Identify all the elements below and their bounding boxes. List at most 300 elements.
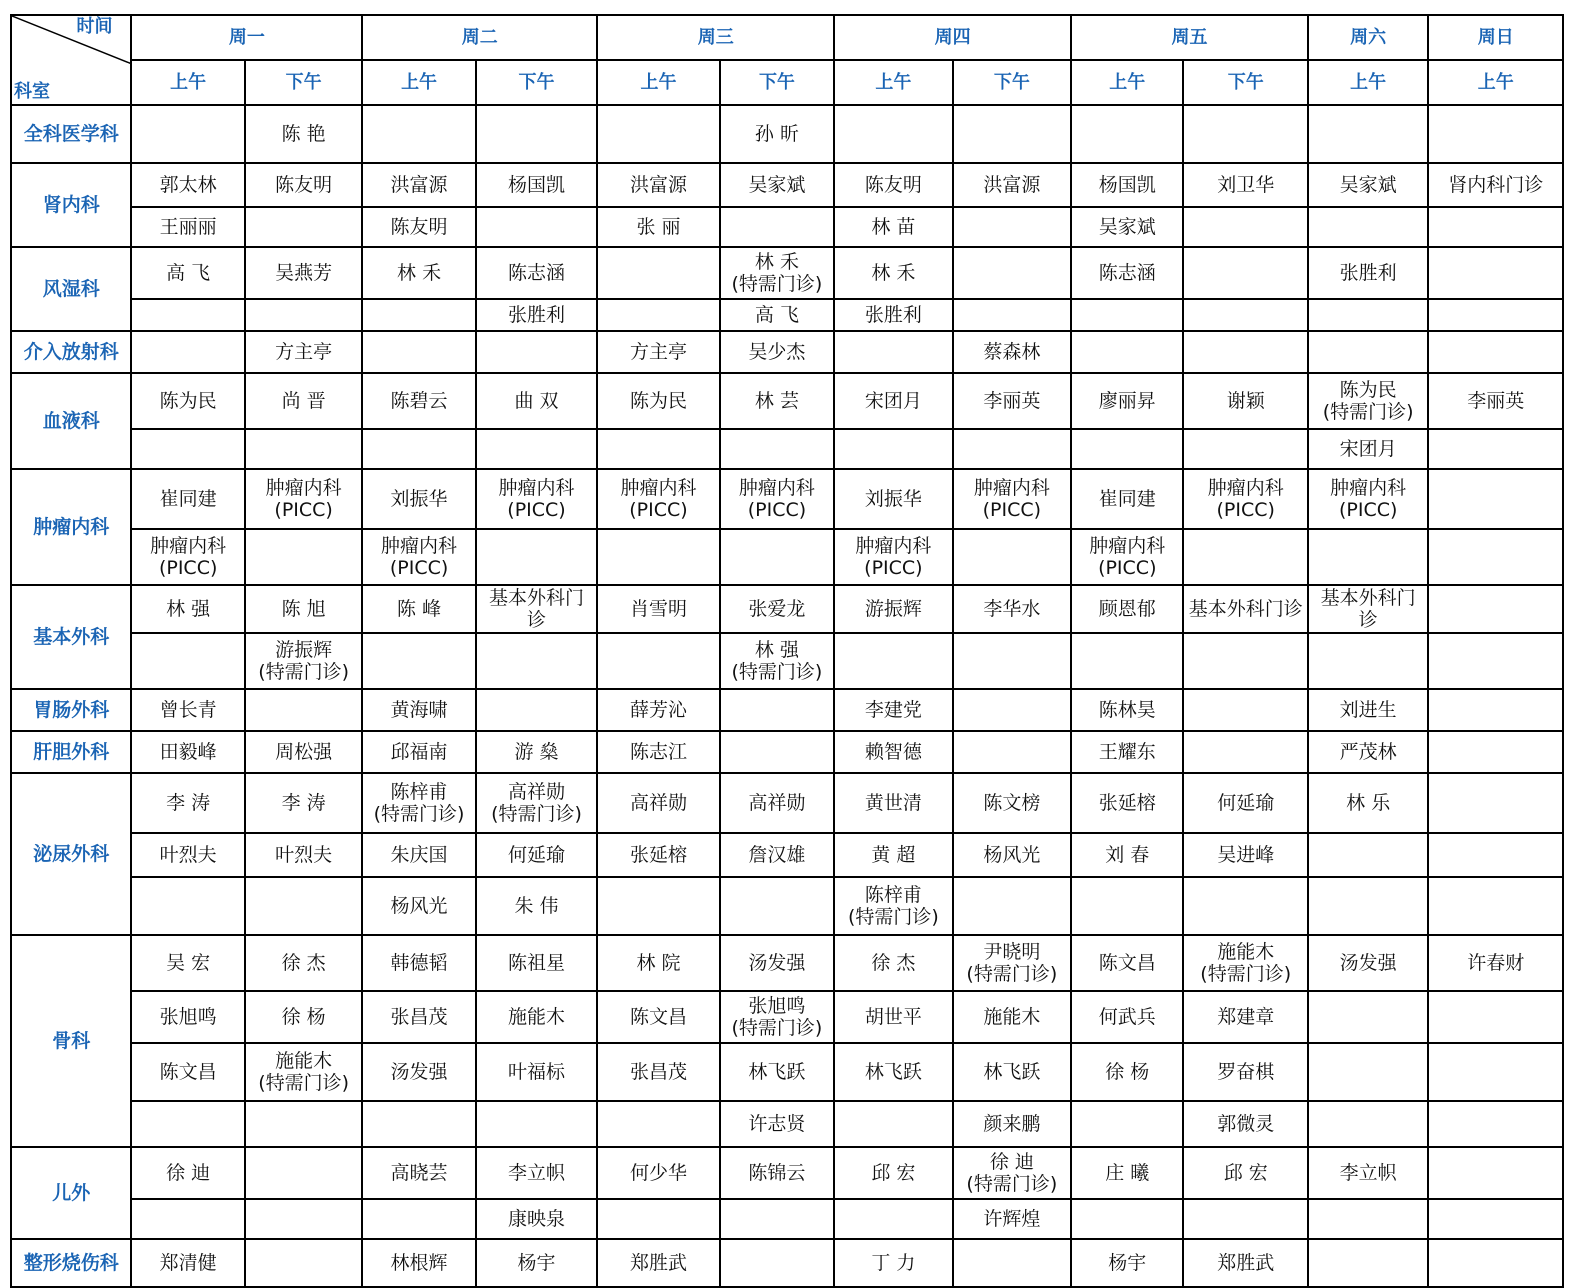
doctor-cell: 郑建章 (1183, 991, 1307, 1043)
doctor-cell: 谢颖 (1183, 373, 1307, 429)
doctor-cell (1428, 689, 1563, 731)
doctor-cell: 吴进峰 (1183, 833, 1307, 877)
doctor-cell (953, 731, 1071, 773)
doctor-cell (131, 877, 244, 935)
schedule-row (11, 833, 1563, 877)
doctor-cell: 肿瘤内科 (PICC) (1308, 469, 1428, 529)
doctor-cell (597, 429, 719, 469)
doctor-cell (245, 1199, 362, 1239)
doctor-cell (131, 331, 244, 373)
doctor-cell (1428, 731, 1563, 773)
doctor-cell: 郭太林 (131, 163, 244, 207)
day-header: 周二 (362, 15, 597, 60)
doctor-cell: 蔡森林 (953, 331, 1071, 373)
doctor-cell: 吴 宏 (131, 935, 244, 991)
doctor-cell: 杨风光 (362, 877, 475, 935)
doctor-cell (834, 633, 952, 689)
doctor-cell: 方主亭 (597, 331, 719, 373)
doctor-cell (245, 1239, 362, 1287)
doctor-cell (1428, 633, 1563, 689)
doctor-cell: 林 强 (特需门诊) (720, 633, 834, 689)
doctor-cell (1428, 331, 1563, 373)
doctor-cell: 高祥勋 (597, 773, 719, 833)
doctor-cell (953, 877, 1071, 935)
doctor-cell (1183, 429, 1307, 469)
schedule-row (11, 429, 1563, 469)
doctor-cell (597, 1199, 719, 1239)
day-header: 周五 (1071, 15, 1308, 60)
doctor-cell: 陈文榜 (953, 773, 1071, 833)
doctor-cell (1183, 207, 1307, 247)
doctor-cell: 宋团月 (834, 373, 952, 429)
schedule-row (11, 1199, 1563, 1239)
doctor-cell: 廖丽昇 (1071, 373, 1183, 429)
schedule-row (11, 1239, 1563, 1287)
doctor-cell: 郑胜武 (597, 1239, 719, 1287)
doctor-cell: 杨宇 (1071, 1239, 1183, 1287)
doctor-cell: 高 飞 (131, 247, 244, 299)
doctor-cell (1071, 1199, 1183, 1239)
department-name: 骨科 (11, 935, 131, 1147)
doctor-cell (362, 331, 475, 373)
doctor-cell (720, 1199, 834, 1239)
doctor-cell (1071, 331, 1183, 373)
schedule-row (11, 689, 1563, 731)
doctor-cell: 汤发强 (720, 935, 834, 991)
doctor-cell (476, 331, 597, 373)
doctor-cell (1428, 833, 1563, 877)
doctor-cell (245, 207, 362, 247)
time-header-label: 时间 (76, 16, 113, 37)
doctor-cell: 张延榕 (1071, 773, 1183, 833)
schedule-row (11, 935, 1563, 991)
doctor-cell: 吴少杰 (720, 331, 834, 373)
doctor-cell (245, 529, 362, 585)
doctor-cell: 张旭鸣 (131, 991, 244, 1043)
doctor-cell: 吴家斌 (1308, 163, 1428, 207)
schedule-row (11, 773, 1563, 833)
schedule-row (11, 1043, 1563, 1101)
doctor-cell: 李立帜 (476, 1147, 597, 1199)
doctor-cell: 汤发强 (1308, 935, 1428, 991)
doctor-cell: 邱 宏 (1183, 1147, 1307, 1199)
doctor-cell: 张爱龙 (720, 585, 834, 633)
doctor-cell: 游 燊 (476, 731, 597, 773)
doctor-cell (1428, 585, 1563, 633)
doctor-cell: 刘振华 (362, 469, 475, 529)
doctor-cell: 肿瘤内科 (PICC) (245, 469, 362, 529)
schedule-row (11, 529, 1563, 585)
doctor-cell (720, 731, 834, 773)
period-header: 上午 (597, 60, 719, 105)
doctor-cell (1071, 1101, 1183, 1147)
schedule-row (11, 1101, 1563, 1147)
doctor-cell: 肿瘤内科 (PICC) (476, 469, 597, 529)
doctor-cell (1428, 1147, 1563, 1199)
doctor-cell: 尚 晋 (245, 373, 362, 429)
doctor-cell (245, 429, 362, 469)
doctor-cell: 张昌茂 (597, 1043, 719, 1101)
doctor-cell: 李建党 (834, 689, 952, 731)
doctor-cell (1308, 1043, 1428, 1101)
doctor-cell: 孙 昕 (720, 105, 834, 163)
doctor-cell: 林 禾 (834, 247, 952, 299)
doctor-cell (597, 1101, 719, 1147)
doctor-cell: 陈友明 (834, 163, 952, 207)
doctor-cell: 林 禾 (362, 247, 475, 299)
doctor-cell: 叶福标 (476, 1043, 597, 1101)
department-name: 肾内科 (11, 163, 131, 247)
doctor-cell (1071, 633, 1183, 689)
doctor-cell (597, 247, 719, 299)
doctor-cell: 黄 超 (834, 833, 952, 877)
doctor-cell (362, 1101, 475, 1147)
doctor-cell (362, 105, 475, 163)
doctor-cell: 基本外科门 诊 (1308, 585, 1428, 633)
doctor-cell (953, 207, 1071, 247)
doctor-cell (953, 529, 1071, 585)
doctor-cell: 陈志江 (597, 731, 719, 773)
doctor-cell: 陈志涵 (476, 247, 597, 299)
doctor-cell: 林 乐 (1308, 773, 1428, 833)
doctor-cell: 胡世平 (834, 991, 952, 1043)
doctor-cell: 赖智德 (834, 731, 952, 773)
schedule-row (11, 247, 1563, 299)
doctor-cell: 施能木 (953, 991, 1071, 1043)
doctor-cell (1308, 331, 1428, 373)
doctor-cell: 邱福南 (362, 731, 475, 773)
doctor-cell: 陈梓甫 (特需门诊) (362, 773, 475, 833)
schedule-row (11, 373, 1563, 429)
doctor-cell (1183, 105, 1307, 163)
doctor-cell: 杨宇 (476, 1239, 597, 1287)
doctor-cell: 周松强 (245, 731, 362, 773)
doctor-cell: 林 芸 (720, 373, 834, 429)
doctor-cell (476, 689, 597, 731)
doctor-cell (1071, 877, 1183, 935)
doctor-cell: 肿瘤内科 (PICC) (834, 529, 952, 585)
doctor-cell (834, 1199, 952, 1239)
doctor-cell: 肾内科门诊 (1428, 163, 1563, 207)
doctor-cell: 何武兵 (1071, 991, 1183, 1043)
doctor-cell: 游振辉 (834, 585, 952, 633)
department-name: 肿瘤内科 (11, 469, 131, 585)
doctor-cell (1428, 877, 1563, 935)
doctor-cell (1183, 331, 1307, 373)
doctor-cell: 施能木 (特需门诊) (1183, 935, 1307, 991)
doctor-cell: 罗奋棋 (1183, 1043, 1307, 1101)
doctor-cell: 黄世清 (834, 773, 952, 833)
doctor-cell: 陈文昌 (131, 1043, 244, 1101)
doctor-cell (476, 529, 597, 585)
doctor-cell (1183, 1199, 1307, 1239)
schedule-row (11, 585, 1563, 633)
doctor-cell (1428, 1043, 1563, 1101)
doctor-cell: 张胜利 (1308, 247, 1428, 299)
doctor-cell: 方主亭 (245, 331, 362, 373)
doctor-cell: 陈 艳 (245, 105, 362, 163)
doctor-cell (362, 299, 475, 331)
doctor-cell (1071, 105, 1183, 163)
doctor-cell: 陈梓甫 (特需门诊) (834, 877, 952, 935)
doctor-cell: 陈林昊 (1071, 689, 1183, 731)
doctor-cell (476, 633, 597, 689)
doctor-cell (245, 299, 362, 331)
doctor-cell (1308, 1199, 1428, 1239)
doctor-cell (476, 429, 597, 469)
doctor-cell (1308, 207, 1428, 247)
doctor-cell (362, 1199, 475, 1239)
doctor-cell (1428, 207, 1563, 247)
doctor-cell (1428, 429, 1563, 469)
department-name: 介入放射科 (11, 331, 131, 373)
doctor-cell (953, 633, 1071, 689)
doctor-cell: 洪富源 (597, 163, 719, 207)
doctor-cell (131, 105, 244, 163)
doctor-cell: 林 禾 (特需门诊) (720, 247, 834, 299)
department-name: 风湿科 (11, 247, 131, 331)
doctor-cell (953, 299, 1071, 331)
doctor-cell: 高 飞 (720, 299, 834, 331)
doctor-cell (720, 207, 834, 247)
doctor-cell (720, 1239, 834, 1287)
doctor-cell: 吴燕芳 (245, 247, 362, 299)
doctor-cell (476, 207, 597, 247)
day-header: 周六 (1308, 15, 1428, 60)
doctor-cell: 肿瘤内科 (PICC) (597, 469, 719, 529)
doctor-cell: 陈碧云 (362, 373, 475, 429)
doctor-cell (953, 689, 1071, 731)
doctor-cell (1183, 731, 1307, 773)
doctor-cell: 林 院 (597, 935, 719, 991)
doctor-cell: 薛芳沁 (597, 689, 719, 731)
doctor-cell: 徐 杰 (245, 935, 362, 991)
day-header: 周一 (131, 15, 362, 60)
doctor-cell (597, 877, 719, 935)
doctor-cell (720, 529, 834, 585)
doctor-cell: 高祥勋 (720, 773, 834, 833)
doctor-cell (1428, 529, 1563, 585)
doctor-cell: 游振辉 (特需门诊) (245, 633, 362, 689)
doctor-cell: 肿瘤内科 (PICC) (720, 469, 834, 529)
doctor-cell: 丁 力 (834, 1239, 952, 1287)
department-name: 肝胆外科 (11, 731, 131, 773)
doctor-cell: 肿瘤内科 (PICC) (131, 529, 244, 585)
doctor-cell (953, 1239, 1071, 1287)
doctor-cell: 严茂林 (1308, 731, 1428, 773)
doctor-cell: 洪富源 (362, 163, 475, 207)
doctor-cell: 徐 杨 (1071, 1043, 1183, 1101)
doctor-cell: 李丽英 (1428, 373, 1563, 429)
doctor-cell: 叶烈夫 (245, 833, 362, 877)
doctor-cell: 徐 杨 (245, 991, 362, 1043)
doctor-cell: 陈 峰 (362, 585, 475, 633)
department-name: 整形烧伤科 (11, 1239, 131, 1287)
doctor-cell: 曲 双 (476, 373, 597, 429)
doctor-cell (1308, 299, 1428, 331)
doctor-cell (1428, 1239, 1563, 1287)
doctor-cell (1428, 991, 1563, 1043)
doctor-cell: 洪富源 (953, 163, 1071, 207)
doctor-cell: 郭微灵 (1183, 1101, 1307, 1147)
doctor-cell: 刘 春 (1071, 833, 1183, 877)
doctor-cell: 尹晓明 (特需门诊) (953, 935, 1071, 991)
doctor-cell (1428, 773, 1563, 833)
doctor-cell: 施能木 (特需门诊) (245, 1043, 362, 1101)
doctor-cell (1308, 833, 1428, 877)
corner-header-cell (11, 15, 131, 105)
doctor-cell (597, 105, 719, 163)
doctor-cell: 刘卫华 (1183, 163, 1307, 207)
doctor-cell: 陈祖星 (476, 935, 597, 991)
schedule-row (11, 469, 1563, 529)
period-header: 下午 (245, 60, 362, 105)
doctor-cell: 李 涛 (131, 773, 244, 833)
doctor-cell: 汤发强 (362, 1043, 475, 1101)
doctor-cell (1428, 105, 1563, 163)
doctor-cell: 林 苗 (834, 207, 952, 247)
doctor-cell: 崔同建 (1071, 469, 1183, 529)
doctor-cell (720, 429, 834, 469)
doctor-cell: 陈锦云 (720, 1147, 834, 1199)
doctor-cell: 张延榕 (597, 833, 719, 877)
doctor-cell: 张胜利 (476, 299, 597, 331)
doctor-cell (1183, 529, 1307, 585)
schedule-row (11, 207, 1563, 247)
department-name: 胃肠外科 (11, 689, 131, 731)
doctor-cell: 刘振华 (834, 469, 952, 529)
doctor-cell: 何少华 (597, 1147, 719, 1199)
doctor-cell (1308, 1239, 1428, 1287)
doctor-cell (1428, 247, 1563, 299)
doctor-cell: 何延瑜 (476, 833, 597, 877)
doctor-cell: 肿瘤内科 (PICC) (953, 469, 1071, 529)
period-header: 上午 (1308, 60, 1428, 105)
doctor-cell (476, 1101, 597, 1147)
period-header: 下午 (476, 60, 597, 105)
doctor-cell: 邱 宏 (834, 1147, 952, 1199)
doctor-cell: 陈为民 (特需门诊) (1308, 373, 1428, 429)
doctor-cell (1428, 1199, 1563, 1239)
doctor-cell (1308, 105, 1428, 163)
doctor-cell: 李丽英 (953, 373, 1071, 429)
doctor-cell (834, 331, 952, 373)
period-header: 上午 (1071, 60, 1183, 105)
schedule-row (11, 731, 1563, 773)
doctor-cell: 颜来鹏 (953, 1101, 1071, 1147)
doctor-cell: 李立帜 (1308, 1147, 1428, 1199)
doctor-cell (245, 877, 362, 935)
day-header-row (11, 15, 1563, 60)
doctor-cell (597, 299, 719, 331)
period-header: 下午 (953, 60, 1071, 105)
doctor-cell (1071, 299, 1183, 331)
doctor-cell (1428, 299, 1563, 331)
doctor-cell (597, 633, 719, 689)
department-name: 儿外 (11, 1147, 131, 1239)
doctor-cell: 陈为民 (131, 373, 244, 429)
doctor-cell: 施能木 (476, 991, 597, 1043)
doctor-cell: 韩德韬 (362, 935, 475, 991)
department-name: 基本外科 (11, 585, 131, 689)
department-name: 全科医学科 (11, 105, 131, 163)
department-header-label: 科室 (14, 81, 50, 102)
doctor-cell: 高祥勋 (特需门诊) (476, 773, 597, 833)
doctor-cell: 李华水 (953, 585, 1071, 633)
doctor-cell (1308, 1101, 1428, 1147)
schedule-row (11, 991, 1563, 1043)
doctor-cell (131, 1101, 244, 1147)
doctor-cell: 王耀东 (1071, 731, 1183, 773)
doctor-cell: 林 强 (131, 585, 244, 633)
doctor-cell: 朱 伟 (476, 877, 597, 935)
doctor-cell: 基本外科门 诊 (476, 585, 597, 633)
doctor-cell (1183, 299, 1307, 331)
doctor-cell: 杨风光 (953, 833, 1071, 877)
doctor-cell (1183, 689, 1307, 731)
schedule-row (11, 1147, 1563, 1199)
doctor-cell (953, 105, 1071, 163)
doctor-cell: 林根辉 (362, 1239, 475, 1287)
clinic-schedule-table (10, 14, 1564, 1288)
doctor-cell: 陈 旭 (245, 585, 362, 633)
doctor-cell (131, 429, 244, 469)
department-name: 泌尿外科 (11, 773, 131, 935)
doctor-cell (1308, 633, 1428, 689)
doctor-cell: 吴家斌 (720, 163, 834, 207)
doctor-cell: 陈为民 (597, 373, 719, 429)
doctor-cell: 林飞跃 (720, 1043, 834, 1101)
doctor-cell: 肿瘤内科 (PICC) (1183, 469, 1307, 529)
doctor-cell: 宋团月 (1308, 429, 1428, 469)
doctor-cell (1308, 877, 1428, 935)
period-header: 上午 (834, 60, 952, 105)
doctor-cell (1183, 633, 1307, 689)
doctor-cell (245, 689, 362, 731)
doctor-cell: 杨国凯 (476, 163, 597, 207)
doctor-cell: 顾恩郁 (1071, 585, 1183, 633)
doctor-cell: 许辉煌 (953, 1199, 1071, 1239)
doctor-cell: 徐 迪 (131, 1147, 244, 1199)
doctor-cell (834, 429, 952, 469)
period-header: 上午 (131, 60, 244, 105)
doctor-cell (1308, 529, 1428, 585)
period-header: 上午 (1428, 60, 1563, 105)
period-header: 上午 (362, 60, 475, 105)
schedule-row (11, 877, 1563, 935)
doctor-cell (245, 1147, 362, 1199)
corner-diagonal-line (12, 16, 131, 64)
doctor-cell: 朱庆国 (362, 833, 475, 877)
doctor-cell: 黄海啸 (362, 689, 475, 731)
doctor-cell: 张旭鸣 (特需门诊) (720, 991, 834, 1043)
doctor-cell (1428, 1101, 1563, 1147)
doctor-cell (1183, 247, 1307, 299)
doctor-cell (1071, 429, 1183, 469)
doctor-cell: 叶烈夫 (131, 833, 244, 877)
day-header: 周三 (597, 15, 834, 60)
doctor-cell: 曾长青 (131, 689, 244, 731)
doctor-cell: 许志贤 (720, 1101, 834, 1147)
doctor-cell: 基本外科门诊 (1183, 585, 1307, 633)
doctor-cell (1183, 877, 1307, 935)
doctor-cell (1428, 469, 1563, 529)
doctor-cell: 高晓芸 (362, 1147, 475, 1199)
doctor-cell (720, 689, 834, 731)
doctor-cell: 林飞跃 (834, 1043, 952, 1101)
doctor-cell: 郑胜武 (1183, 1239, 1307, 1287)
doctor-cell: 张昌茂 (362, 991, 475, 1043)
